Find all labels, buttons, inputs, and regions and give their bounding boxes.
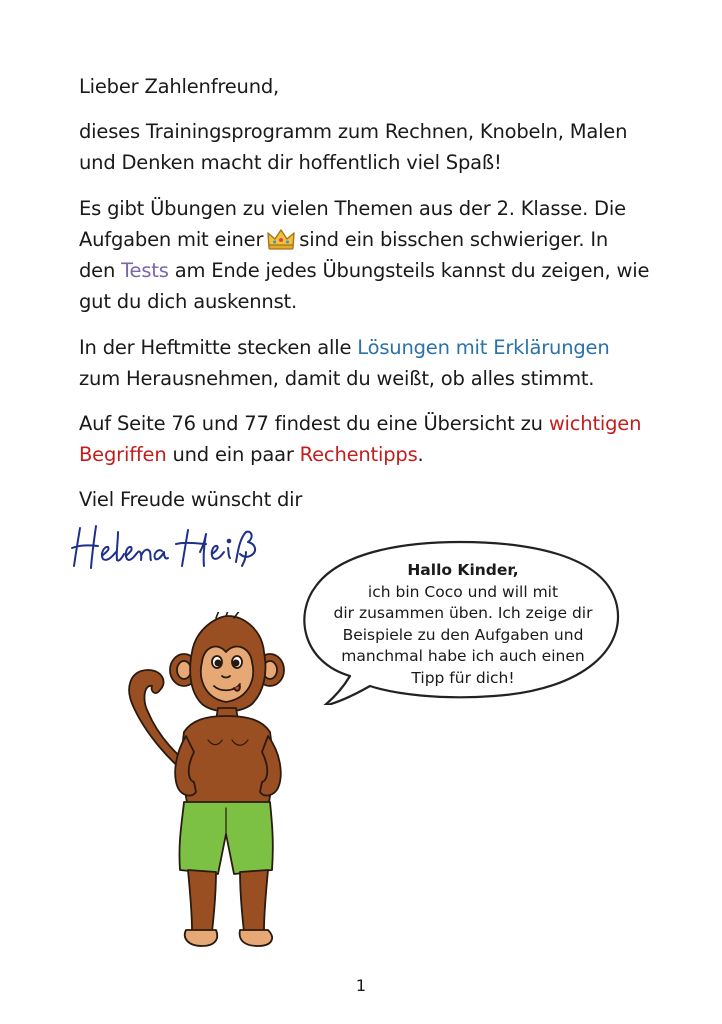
overview-line-2b: und ein paar xyxy=(172,443,294,466)
tests-highlight: Tests xyxy=(121,259,169,282)
topics-line-1: Es gibt Übungen zu vielen Themen aus der 2. Klasse. Die xyxy=(79,197,626,220)
solutions-paragraph xyxy=(79,332,679,394)
bubble-line-4: manchmal habe ich auch einen xyxy=(341,647,585,665)
topics-line-2a: Aufgaben mit einer xyxy=(79,228,264,251)
intro-line-1: dieses Trainingsprogramm zum Rechnen, Knobeln, Malen xyxy=(79,120,628,143)
overview-line-2 xyxy=(79,439,679,470)
solutions-line-1a: In der Heftmitte stecken alle xyxy=(79,336,352,359)
topics-line-4: gut du dich auskennst. xyxy=(79,290,297,313)
overview-line-1 xyxy=(79,408,679,439)
begriffen-highlight: Begriffen xyxy=(79,443,167,466)
bubble-line-2: dir zusammen üben. Ich zeige dir xyxy=(333,604,593,622)
solutions-line-2: zum Herausnehmen, damit du weißt, ob alles stimmt. xyxy=(79,367,595,390)
topics-line-3b: am Ende jedes Übungsteils kannst du zeigen, wie xyxy=(174,259,650,282)
page-number: 1 xyxy=(355,976,367,995)
topics-line-2b: sind ein bisschen schwieriger. In xyxy=(299,228,609,251)
solutions-line-1 xyxy=(79,332,679,363)
solutions-highlight: Lösungen mit Erklärungen xyxy=(357,336,610,359)
greeting: Lieber Zahlenfreund, xyxy=(79,75,280,98)
bubble-line-1: ich bin Coco und will mit xyxy=(367,582,559,601)
speech-bubble-text xyxy=(318,560,608,689)
closing: Viel Freude wünscht dir xyxy=(79,488,303,511)
bubble-line-3: Beispiele zu den Aufgaben und xyxy=(342,625,584,644)
rechentipps-highlight: Rechentipps xyxy=(299,443,418,466)
intro-line-2: und Denken macht dir hoffentlich viel Spaß! xyxy=(79,151,502,174)
overview-paragraph xyxy=(79,408,679,470)
overview-end: . xyxy=(417,443,424,466)
crown-icon xyxy=(266,228,296,250)
wichtigen-highlight: wichtigen xyxy=(548,412,642,435)
topics-paragraph xyxy=(79,193,679,317)
overview-line-1a: Auf Seite 76 und 77 findest du eine Übersicht zu xyxy=(79,412,543,435)
bubble-line-5: Tipp für dich! xyxy=(411,668,515,687)
topics-line-3a: den xyxy=(79,259,116,282)
monkey-coco-illustration xyxy=(122,612,322,966)
topics-line-2 xyxy=(79,224,679,255)
closing-paragraph xyxy=(79,484,679,515)
signature xyxy=(66,522,276,576)
topics-line-3 xyxy=(79,255,679,286)
greeting-paragraph xyxy=(79,71,679,102)
bubble-title: Hallo Kinder, xyxy=(407,561,519,579)
intro-paragraph xyxy=(79,116,679,178)
